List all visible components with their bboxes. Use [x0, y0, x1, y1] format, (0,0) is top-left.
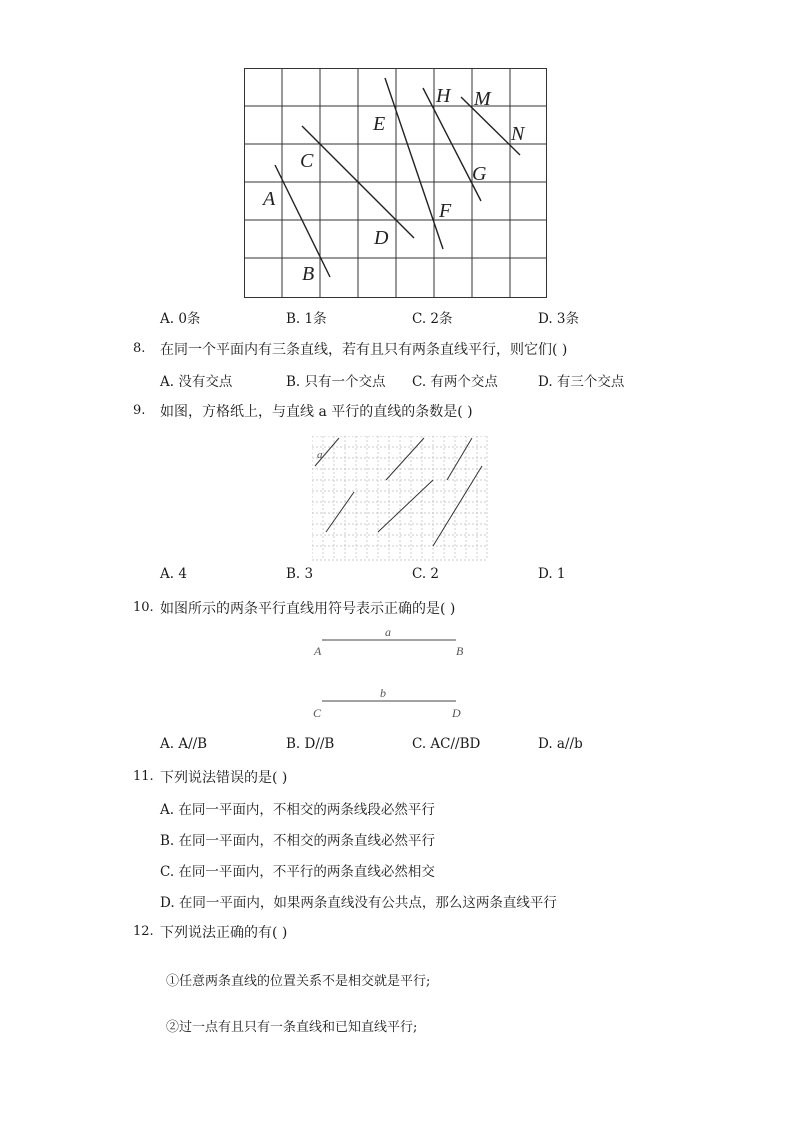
q7-option-d: D. 3条 [538, 311, 580, 327]
q10-label-c: C [313, 706, 322, 720]
q10-option-b: B. D//B [286, 736, 335, 752]
q10-option-c: C. AC//BD [412, 736, 481, 752]
statement-2-text: 过一点有且只有一条直线和已知直线平行; [179, 1020, 418, 1035]
q11-option-b: B. 在同一平面内，不相交的两条直线必然平行 [160, 833, 436, 849]
q10-label-a-lower: a [385, 625, 391, 639]
q9-figure [312, 436, 488, 562]
q9-stem: 如图，方格纸上，与直线 a 平行的直线的条数是( ) [160, 404, 473, 420]
q10-label-d: D [452, 706, 461, 720]
q9-line-a-label: a [317, 449, 323, 461]
q7-option-b: B. 1条 [286, 311, 327, 327]
label-b: B [302, 263, 315, 285]
q10-label-b-lower: b [380, 686, 386, 700]
q11-option-c: C. 在同一平面内，不平行的两条直线必然相交 [160, 864, 435, 880]
q7-option-a: A. 0条 [160, 311, 201, 327]
q9-option-c: C. 2 [412, 566, 440, 582]
q10-label-a-upper: A [314, 644, 322, 658]
label-m: M [474, 88, 491, 110]
q7-figure [244, 68, 548, 300]
q10-number: 10. [133, 600, 154, 615]
q10-option-d: D. a//b [538, 736, 583, 752]
q8-option-c: C. 有两个交点 [412, 374, 498, 390]
statement-1-mark: ① [166, 974, 180, 989]
statement-2-mark: ② [166, 1020, 180, 1035]
q8-option-a: A. 没有交点 [160, 374, 233, 390]
q9-option-d: D. 1 [538, 566, 566, 582]
q10-label-b-upper: B [456, 644, 464, 658]
label-e: E [373, 113, 386, 135]
label-f: F [439, 200, 452, 222]
q12-statement-1 [166, 970, 430, 989]
q9-number: 9. [133, 403, 146, 418]
label-d: D [374, 227, 389, 249]
q9-option-b: B. 3 [286, 566, 314, 582]
q8-stem: 在同一个平面内有三条直线，若有且只有两条直线平行，则它们( ) [160, 342, 568, 358]
q12-number: 12. [133, 924, 154, 939]
q8-option-d: D. 有三个交点 [538, 374, 625, 390]
label-a: A [263, 188, 276, 210]
q10-option-a: A. A//B [160, 736, 208, 752]
q9-option-a: A. 4 [160, 566, 187, 582]
q11-option-a: A. 在同一平面内，不相交的两条线段必然平行 [160, 802, 435, 818]
q11-stem: 下列说法错误的是( ) [160, 770, 288, 786]
q8-number: 8. [133, 341, 146, 356]
q11-number: 11. [133, 769, 154, 784]
q10-stem: 如图所示的两条平行直线用符号表示正确的是( ) [160, 601, 456, 617]
label-h: H [436, 85, 451, 107]
q11-option-d: D. 在同一平面内，如果两条直线没有公共点，那么这两条直线平行 [160, 895, 557, 911]
q12-statement-2 [166, 1016, 417, 1035]
q12-stem: 下列说法正确的有( ) [160, 925, 288, 941]
statement-1-text: 任意两条直线的位置关系不是相交就是平行; [179, 974, 431, 989]
q10-figure [308, 624, 472, 722]
label-n: N [511, 123, 525, 145]
q7-option-c: C. 2条 [412, 311, 453, 327]
q8-option-b: B. 只有一个交点 [286, 374, 386, 390]
label-g: G [472, 163, 487, 185]
label-c: C [300, 150, 314, 172]
